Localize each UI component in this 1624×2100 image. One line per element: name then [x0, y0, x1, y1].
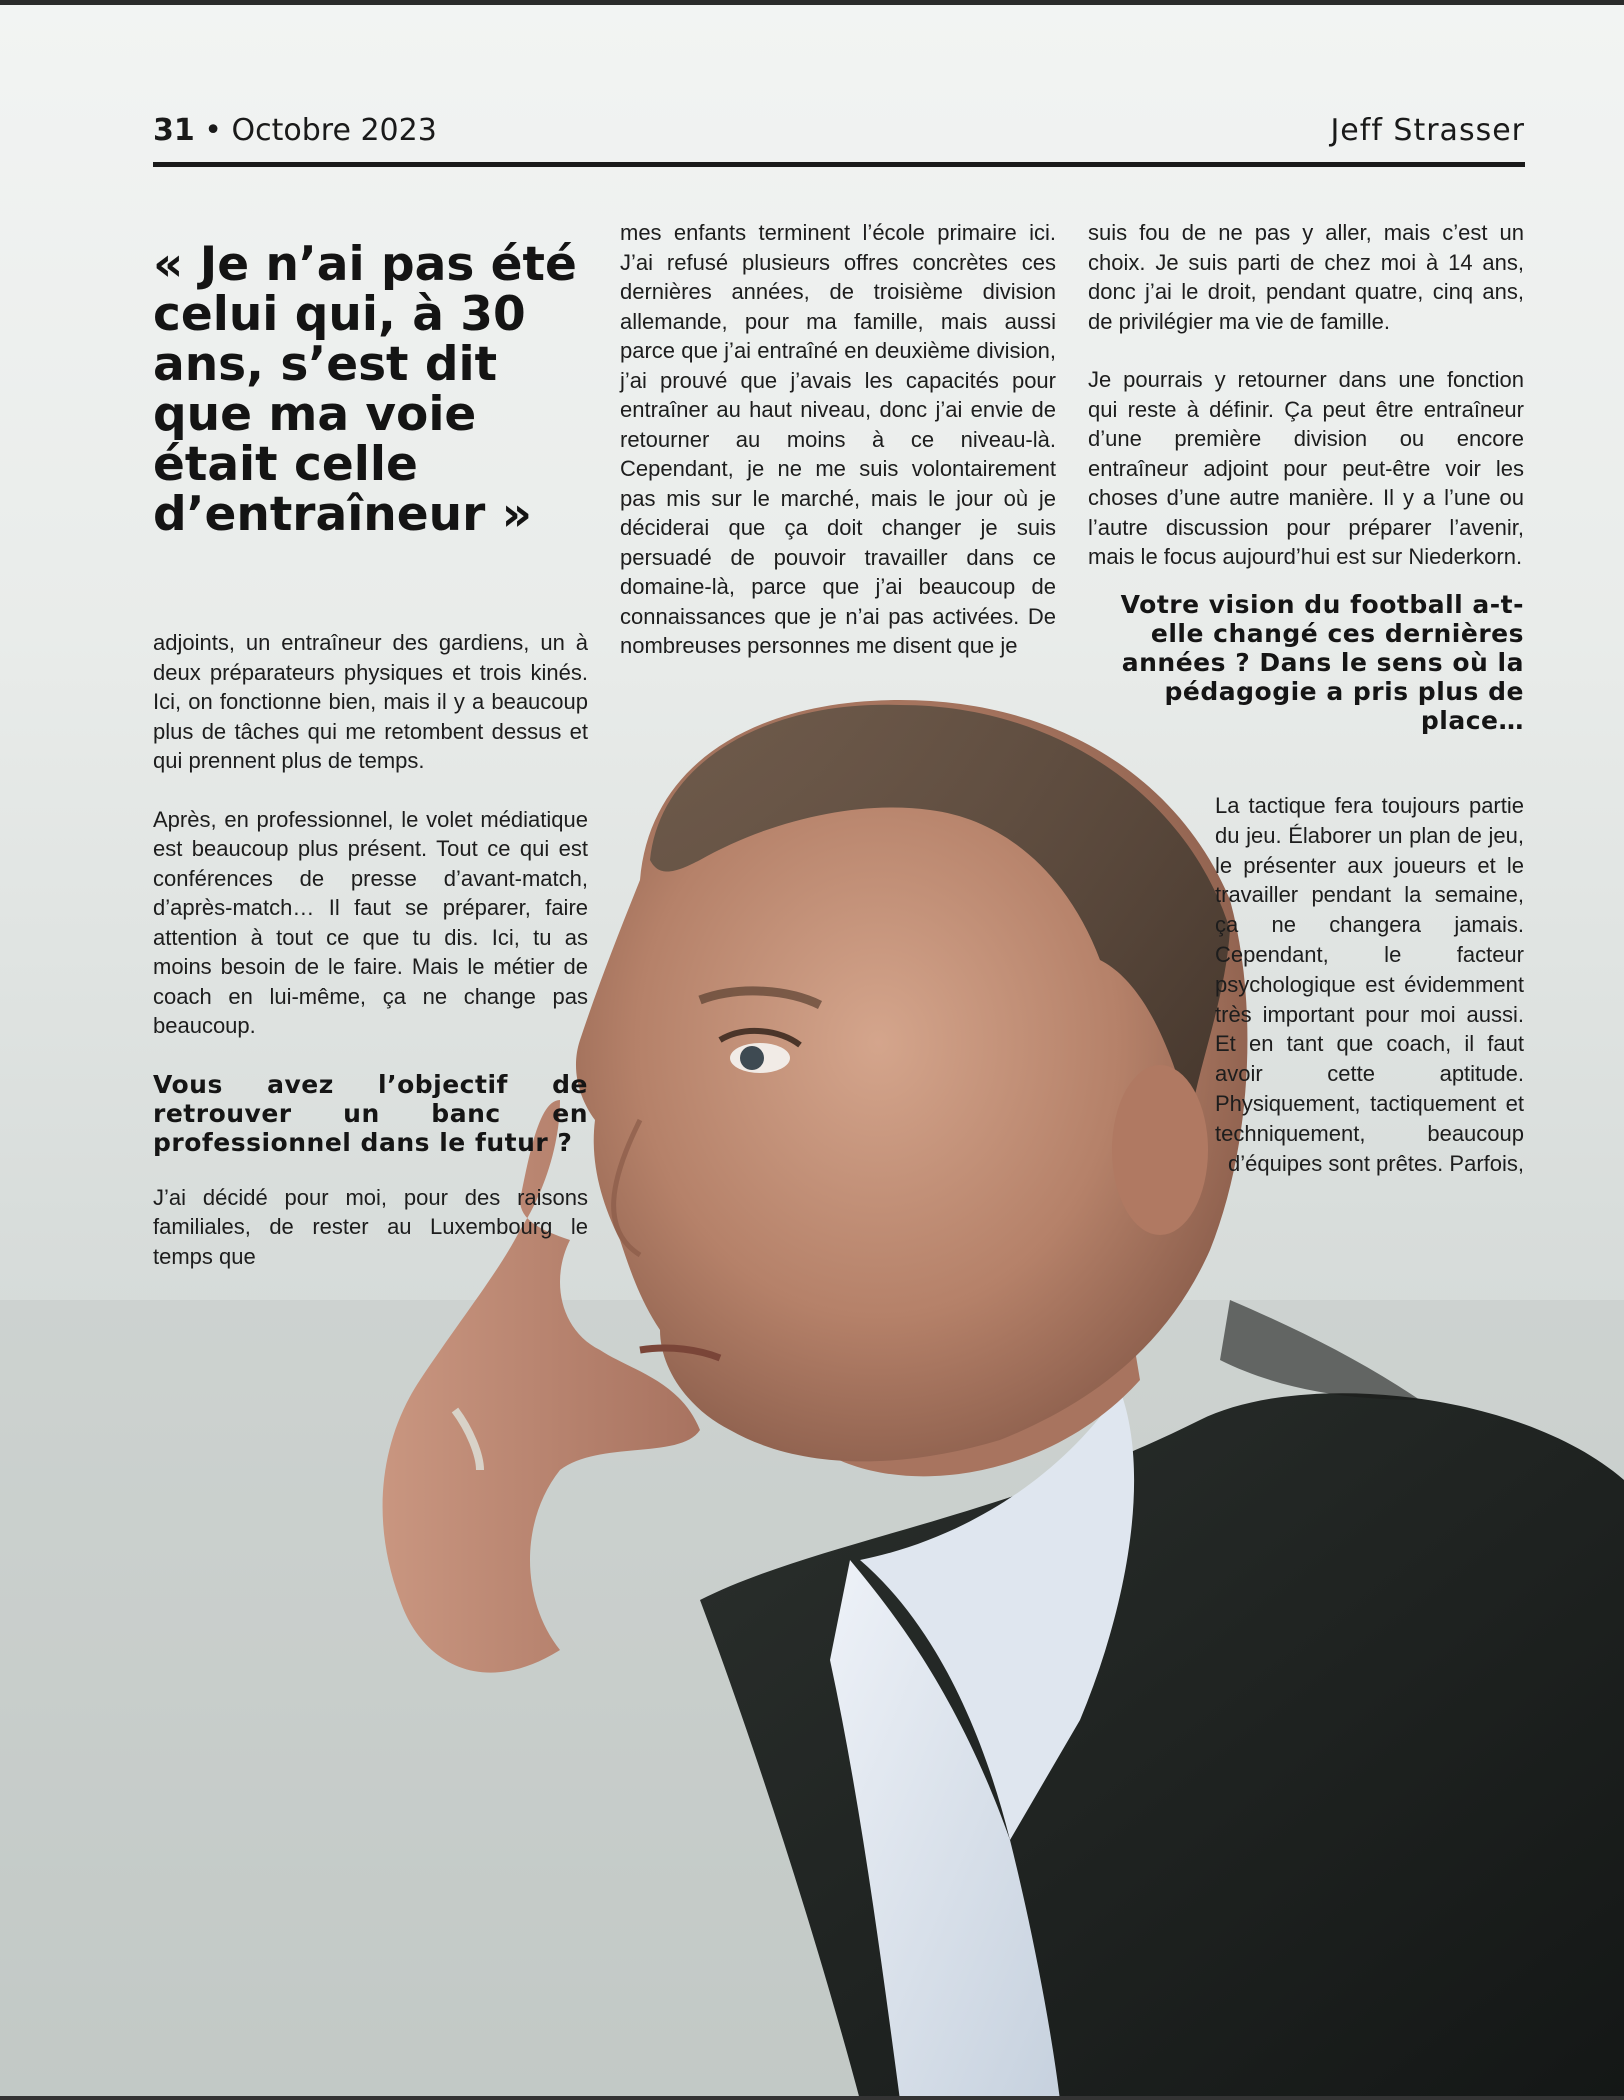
text-column-3	[1088, 218, 1524, 735]
issue-separator: •	[194, 113, 232, 148]
ear	[1112, 1065, 1208, 1235]
bottom-border	[0, 2096, 1624, 2100]
paragraph: mes enfants terminent l’école primaire ici. J’ai refusé plusieurs offres concrètes ces dernières années, de troisième division allemande, pour ma famille, mais aussi parce que j’ai entraîné en deuxième division, j’ai prouvé que j’avais les capacités pour entraîner au haut niveau, donc j’ai envie de retourner au moins à ce niveau-là. Cependant, je ne me suis volontairement pas mis sur le marché, mais le jour où je déciderai que ça doit changer je suis persuadé de pouvoir travailler dans ce domaine-là, parce que j’ai beaucoup de connaissances que je n’ai pas activées. De nombreuses personnes me disent que je	[620, 220, 1056, 658]
issue-date: Octobre 2023	[231, 113, 437, 148]
issue-number: 31	[153, 113, 195, 148]
paragraph: Après, en professionnel, le volet médiatique est beaucoup plus présent. Tout ce qui est conférences de presse d’avant-match, d’après-match… Il faut se préparer, faire attention à tout ce que tu dis. Ici, tu as moins besoin de le faire. Mais le métier de coach en lui-même, ça ne change pas beaucoup.	[153, 806, 588, 1038]
paragraph: J’ai décidé pour moi, pour des raisons familiales, de rester au Luxembourg le temps que	[153, 1184, 588, 1269]
text-column-2	[620, 218, 1056, 690]
article-subject-name: Jeff Strasser	[1330, 113, 1525, 148]
paragraph: La tactique fera toujours partie du jeu. Élaborer un plan de jeu, le présenter aux joueurs et le travailler pendant la semaine, ça ne changera jamais. Cependant, le facteur psychologique est évidemment très important pour moi aussi. Et en tant que coach, il faut avoir cette aptitude. Physiquement, tactiquement et techniquement, beaucoup d’équipes sont prêtes. Parfois,	[1215, 793, 1524, 1176]
text-column-1	[153, 628, 588, 1300]
interview-question: Votre vision du football a-t-elle changé ces dernières années ? Dans le sens où la pédagogie a pris plus de place…	[1120, 589, 1524, 735]
header-rule	[153, 162, 1525, 167]
pull-quote: « Je n’ai pas été celui qui, à 30 ans, s’est dit que ma voie était celle d’entraîneur »	[153, 237, 577, 542]
interview-question: Vous avez l’objectif de retrouver un banc en professionnel dans le futur ?	[153, 1069, 588, 1157]
issue-info	[153, 113, 437, 148]
paragraph: suis fou de ne pas y aller, mais c’est un choix. Je suis parti de chez moi à 14 ans, donc j’ai le droit, pendant quatre, cinq ans, de privilégier ma vie de famille.	[1088, 220, 1524, 334]
paragraph: Je pourrais y retourner dans une fonction qui reste à définir. Ça peut être entraîneur d’une première division ou encore entraîneur adjoint pour peut-être voir les choses d’une autre manière. Il y a l’une ou l’autre discussion pour préparer l’avenir, mais le focus aujourd’hui est sur Niederkorn.	[1088, 367, 1524, 569]
paragraph: adjoints, un entraîneur des gardiens, un à deux préparateurs physiques et trois kinés. Ici, on fonctionne bien, mais il y a beaucoup plus de tâches qui me retombent dessus et qui prennent plus de temps.	[153, 630, 588, 773]
